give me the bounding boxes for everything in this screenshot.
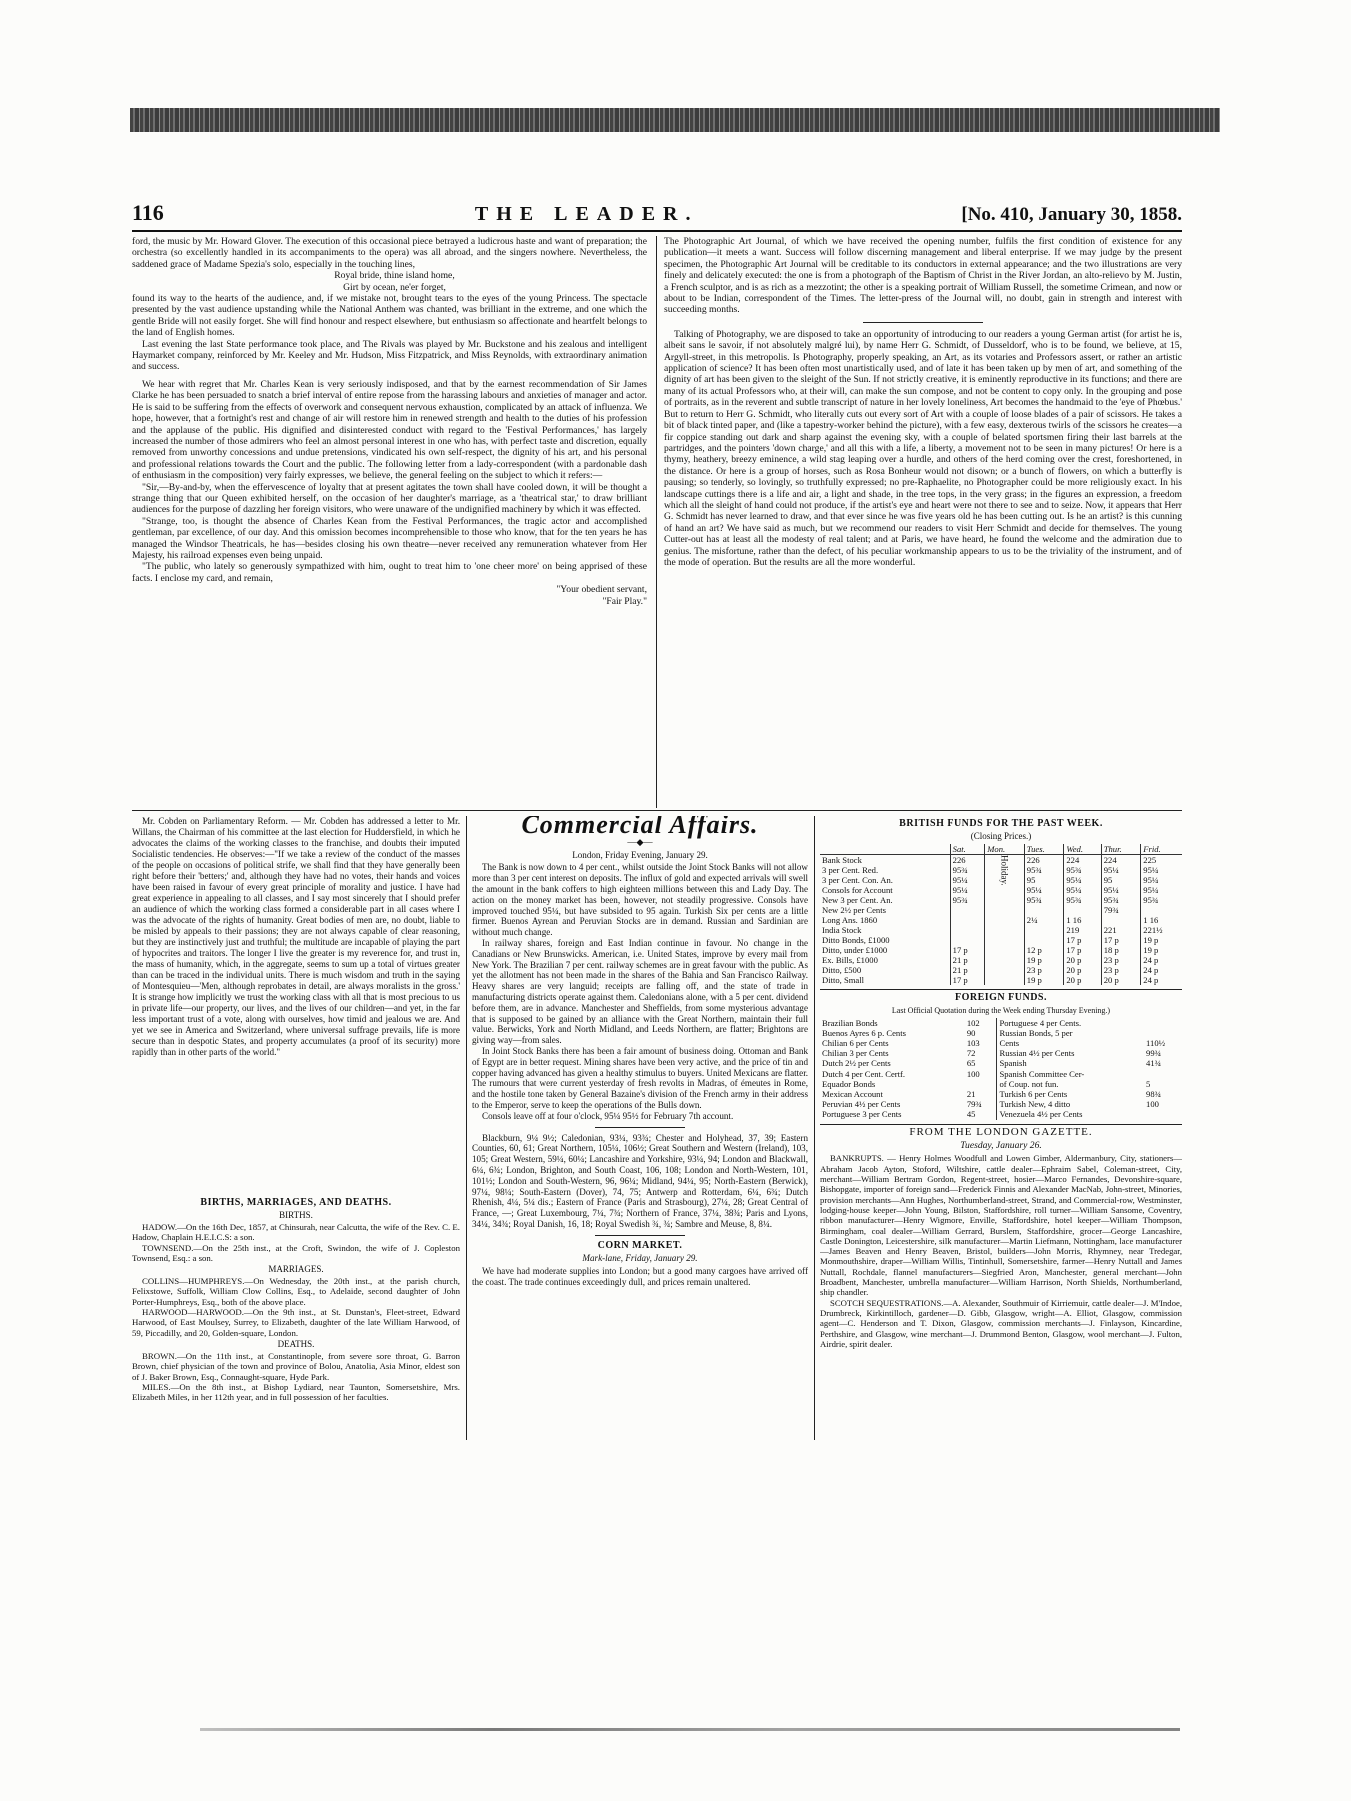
theatre-paragraph-1: ford, the music by Mr. Howard Glover. The execution of this occasional piece betrayed a ludicrous haste and want of preparation; the orchestra (so excellently handled in its accompaniments to the opera) was all abroad, and the singers nowhere. Nevertheless, the saddened grace of Madame Spezia's solo, especially in the touching lines, [132,236,647,270]
foreign-fund-price-cell [1144,1069,1182,1079]
foreign-fund-name-cell: Venezuela 4½ per Cents [997,1109,1144,1119]
fund-name-cell: Long Ans. 1860 [822,914,878,925]
column-divider-top [656,236,657,808]
fund-name-cell: Ditto, £500 [822,964,862,975]
page-header [132,200,1182,226]
foreign-fund-name-cell: Spanish Committee Cer- [997,1069,1144,1079]
fund-price-cell: 20 p [1064,975,1101,985]
foreign-funds-row [820,1079,1182,1089]
section-rule [820,989,1182,990]
fund-price-cell: 95¼ [1141,865,1182,875]
fund-price-cell: 95¾ [1101,895,1141,905]
foreign-fund-name-cell: Russian Bonds, 5 per [997,1028,1144,1038]
foreign-fund-price-cell: 103 [966,1038,980,1049]
fund-price-cell [950,925,985,935]
column-divider-left [466,816,467,1440]
fund-price-cell: 95 [1101,875,1141,885]
fund-price-cell: 23 p [1024,965,1064,975]
foreign-fund-name-cell: Brazilian Bonds [822,1017,878,1028]
fund-price-cell: 20 p [1064,955,1101,965]
corn-market-heading: CORN MARKET. [597,1239,683,1251]
fund-price-cell: 221½ [1141,925,1182,935]
foreign-fund-name-cell: Mexican Account [822,1089,883,1100]
foreign-fund-price-cell [1144,1018,1182,1028]
death-notice-1: BROWN.—On the 11th inst., at Constantinople, from severe sore throat, G. Barron Brown, chief physician of the town and province of Bolou, Anatolia, Asia Minor, eldest son of J. Baker Brown, Esq., Connaught-square, Hyde Park. [132,1350,460,1382]
commercial-column [472,816,808,1440]
fund-name-cell: India Stock [822,924,862,935]
foreign-funds-row [820,1099,1182,1109]
foreign-fund-name-cell: Turkish 6 per Cents [997,1089,1144,1099]
fund-price-cell: 79¾ [1101,905,1141,915]
fund-price-cell [1101,915,1141,925]
header-rule [132,230,1182,232]
fund-price-cell: 23 p [1101,965,1141,975]
british-funds-body [820,854,1182,985]
fund-price-cell: 19 p [1141,935,1182,945]
fund-name-cell: Ditto Bonds, £1000 [822,934,890,945]
column-divider-right [814,816,815,1440]
commercial-ornament: —◆— [627,836,653,847]
foreign-fund-price-cell: 45 [966,1109,976,1120]
british-funds-header-row: Sat. Mon. Tues. Wed. Thur. Frid. [820,844,1182,855]
foreign-fund-name-cell: Equador Bonds [822,1078,876,1089]
foreign-fund-price-cell: 100 [966,1068,980,1079]
fund-price-cell: 95¼ [1064,885,1101,895]
commercial-dateline: London, Friday Evening, January 29. [572,849,708,860]
fund-price-cell: 19 p [1024,975,1064,985]
verse-line-2: Girt by ocean, ne'er forget, [343,281,446,293]
foreign-fund-price-cell: 90 [966,1027,976,1038]
fund-price-cell: 95¼ [1064,875,1101,885]
section-rule [863,322,983,323]
foreign-fund-name-cell: Portuguese 4 per Cents. [997,1018,1144,1028]
foreign-fund-name-cell: of Coup. not fun. [997,1079,1144,1089]
foreign-fund-name-cell: Peruvian 4½ per Cents [822,1099,901,1110]
foreign-funds-heading: FOREIGN FUNDS. [954,991,1047,1003]
fund-price-cell: 225 [1141,854,1182,865]
fund-price-cell: 19 p [1141,945,1182,955]
fund-price-cell: 17 p [1064,945,1101,955]
fund-price-cell: 95¼ [950,875,985,885]
fund-price-cell: 95¼ [1101,885,1141,895]
commercial-paragraph-2: In railway shares, foreign and East Indian continue in favour. No change in the Canadians or New Brunswicks. American, i.e. United States, improve by every mail from New York. The Brazilian 7 per cent. railway schemes are in great favour with the public. As yet the allotment has not been made in the shares of the Bahia and San Francisco Railway. Heavy shares are very languid; receipts are falling off, and the state of trade in manufacturing districts operate against them. Caledonians alone, with a 5 per cent. dividend before them, are in advance. Manchester and Sheffields, from some mysterious advantage that is supposed to be gained by an alliance with the Great Northern, maintain their full value. Berwicks, York and North Midland, and Leeds Northern, are flatter; Brightons are giving way—from sales. [472,937,808,1046]
fund-name-cell: 3 per Cent. Red. [822,864,879,875]
holiday-cell: Holiday. [985,854,1025,985]
british-funds-table [820,844,1182,985]
fund-name-cell: New 2½ per Cents [822,904,886,915]
fund-price-cell: 95¼ [1101,865,1141,875]
fund-price-cell: 219 [1064,925,1101,935]
fund-price-cell [1141,905,1182,915]
foreign-fund-name-cell: Dutch 4 per Cent. Certf. [822,1068,906,1079]
foreign-funds-row [820,1038,1182,1048]
foreign-funds-row [820,1028,1182,1038]
foreign-fund-price-cell: 72 [966,1048,976,1059]
fund-price-cell: 95¾ [1024,895,1064,905]
commercial-paragraph-3: In Joint Stock Banks there has been a fair amount of business doing. Ottoman and Bank of Egypt are in better request. Mining shares have been very active, and the price of tin and copper having advanced has given a healthy stimulus to buyers. United Mexicans are flatter. The rumours that were current yesterday of fresh revolts in Madras, of émeutes in Rome, and the hostile tone taken by General Bazaine's division of the French army in their address to the Emperor, serve to keep the operations of the Bulls down. [472,1045,808,1110]
birth-notice-1: HADOW.—On the 16th Dec, 1857, at Chinsurah, near Calcutta, the wife of the Rev. C. E. Hadow, Chaplain H.E.I.C.S: a son. [132,1221,460,1243]
fund-price-cell: 95¾ [1024,865,1064,875]
marriage-notice-2: HARWOOD—HARWOOD.—On the 9th inst., at St. Dunstan's, Fleet-street, Edward Harwood, of East Moulsey, Surrey, to Elizabeth, daughter of the late William Harwood, of 59, Piccadilly, and 20, Golden-square, London. [132,1307,460,1338]
fund-price-cell: 224 [1101,854,1141,865]
fund-price-cell: 17 p [1101,935,1141,945]
bmd-heading: BIRTHS, MARRIAGES, AND DEATHS. [200,1197,392,1208]
death-notice-2: MILES.—On the 8th inst., at Bishop Lydiard, near Taunton, Somersetshire, Mrs. Elizabeth Miles, in her 112th year, and in full possession of her faculties. [132,1381,460,1403]
photo-journal-paragraph: The Photographic Art Journal, of which we have received the opening number, fulfils the first condition of existence for any publication—it meets a want. Success will follow discerning management and liberal enterprise. If we may judge by the present specimen, the Photographic Art Journal will be creditable to its conductors in external appearance; and the two illustrations are very finely and delicately executed: the one is from a photograph of the Baptism of Christ in the River Jordan, an alto-relievo by M. Justin, a French sculptor, and is as rich as a mezzotint; the other is a speaking portrait of William Russell, the sometime Crimean, and now or about to be Indian, correspondent of the Times. The letter-press of the Journal will, no doubt, gain in strength and interest with succeeding months. [664,236,1182,316]
masthead-title: THE LEADER. [474,203,699,225]
fund-name-cell: Consols for Account [822,884,893,895]
fund-price-cell: 17 p [950,975,985,985]
fund-price-cell: 95¼ [1141,885,1182,895]
fund-price-cell: 18 p [1101,945,1141,955]
births-heading: BIRTHS. [279,1210,313,1221]
fund-name-cell: Ditto, Small [822,974,865,985]
foreign-fund-name-cell: Russian 4½ per Cents [997,1048,1144,1058]
fund-price-cell: 1 16 [1064,915,1101,925]
fund-price-cell: 226 [1024,854,1064,865]
fund-price-cell: 12 p [1024,945,1064,955]
fund-price-cell: 95¼ [1024,885,1064,895]
fund-price-cell [950,935,985,945]
fund-price-cell: 23 p [1101,955,1141,965]
foreign-fund-price-cell: 41¾ [1146,1058,1162,1069]
foreign-fund-name-cell: Cents [997,1038,1144,1048]
fund-price-cell: 221 [1101,925,1141,935]
fund-price-cell: 24 p [1141,975,1182,985]
fund-price-cell: 95¾ [1064,895,1101,905]
foreign-funds-row [820,1069,1182,1079]
fund-price-cell: 17 p [1064,935,1101,945]
gazette-date: Tuesday, January 26. [960,1140,1042,1152]
schmidt-paragraph: Talking of Photography, we are disposed to take an opportunity of introducing to our readers a young German artist (for artist he is, albeit sans le savoir, if not absolutely malgré lui), by name Herr G. Schmidt, of Dusseldorf, who is to be found, we believe, at 15, Argyll-street, in this metropolis. Is Photography, properly speaking, an Art, as its votaries and Professors assert, or rather an artistic application of science? It has been often most unartistically used, and of late it has been taken up by men of art, and something of the dignity of art has been given to the sleight of the Sun. If not strictly creative, it is eminently reproductive in its functions; and there are many of its actual Professors who, at their will, can make the sun compose, and not be content to copy only. In the grouping and pose of portraits, as in the reverent and subtle transcript of nature in her lovely loneliness, Art becomes the handmaid to the 'eye of Phœbus.' But to return to Herr G. Schmidt, who literally cuts out every sort of Art with a couple of loose blades of a pair of scissors. He takes a bit of black tinted paper, and (like a tapestry-worker behind the picture), with a few easy, dexterous twirls of the scissors he creates—a fir coppice standing out dark and sharp against the evening sky, with a couple of belated sportsmen firing their last barrels at the partridges, and the pointers 'down charge,' and all this with a life, a liberty, a movement not to be seen in many pictures! Or here is a thymy, heathery, breezy eminence, a wild stag leaping over a hurdle, and others of the herd coming over the crest, foreshortened, in the distance. Or here is a group of horses, such as Rosa Bonheur would not disown; or a bunch of flowers, on which a butterfly is pausing; so tenderly, so lovingly, so truthfully expressed; no pre-Raphaelite, no Photographer could be more religiously exact. In his landscape cuttings there is a life and air, a light and shade, in the tree tops, in the very grass; in the figures an expression, a freedom which all the sleight of hand could not produce, if the artist's eye and heart were not there to see and to seize. Now, it appears that Herr G. Schmidt has never learned to draw, and that ever since he was five years old he has been cutting out. Is he an artist? is this cunning of hand an art? We have said as much, but we recommend our readers to visit Herr Schmidt and decide for themselves. The young Cutter-out has at least all the modesty of real talent; and at Paris, we have heard, he found the welcome and the admiration due to genius. The misfortune, rather than the defect, of his peculiar workmanship appears to us to be the triviality of the instrument, and of the mode of operation. But the results are all the more wonderful. [664,328,1182,568]
foreign-fund-price-cell: 79¾ [966,1099,982,1110]
page-number: 116 [132,200,164,225]
fund-price-cell: 24 p [1141,965,1182,975]
foreign-fund-price-cell: 21 [966,1089,976,1100]
deaths-heading: DEATHS. [277,1339,315,1350]
kean-paragraph: We hear with regret that Mr. Charles Kean is very seriously indisposed, and that by the earnest recommendation of Sir James Clarke he has been persuaded to snatch a brief interval of entire repose from the harassing labours and anxieties of manager and actor. He is said to be suffering from the effects of overwork and consequent nervous exhaustion, complicated by an attack of influenza. We hope, however, that a fortnight's rest and change of air will restore him in renewed strength and health to the duties of his profession and the applause of the public. His dignified and disinterested conduct with regard to the 'Festival Performances,' has largely increased the number of those admirers who feel an almost personal interest in one who has, with perfect taste and discretion, equally removed from unworthy concessions and undue pretensions, vindicated his own self-respect, the dignity of his art, and his personal and professional relations towards the Court and the public. The following letter from a lady-correspondent (with a pardonable dash of enthusiasm in the composition) very fairly expresses, we believe, the general feeling on the subject to which it refers:— [132,378,647,482]
commercial-paragraph-4: Consols leave off at four o'clock, 95¼ 95½ for February 7th account. [482,1110,734,1121]
british-funds-row [820,854,1182,865]
fund-price-cell: 24 p [1141,955,1182,965]
fund-price-cell [950,915,985,925]
fund-name-cell: New 3 per Cent. An. [822,894,893,905]
foreign-funds-table [820,1018,1182,1120]
fund-price-cell: 95 [1024,875,1064,885]
foreign-fund-price-cell: 102 [966,1017,980,1028]
letter-paragraph-2: "Strange, too, is thought the absence of Charles Kean from the Festival Performances, the tragic actor and accomplished gentleman, par excellence, of our day. And this omission becomes incomprehensible to those who know, that for the ten years he has managed the Windsor Theatricals, he has—besides closing his own theatre—never received any remuneration whatever from Her Majesty, his railroad expenses even being unpaid. [132,515,647,561]
foreign-fund-price-cell: 110½ [1146,1038,1166,1049]
commercial-paragraph-1: The Bank is now down to 4 per cent., whilst outside the Joint Stock Banks will not allow more than 3 per cent interest on deposits. The influx of gold and expected arrivals will swell the amount in the bank coffers to high eighteen millions between this and Lady Day. The action on the money market has been, however, not steadily progressive. Consols have improved touched 95¼, but have subsided to 95 again. Turkish Six per cents are a little firmer. Buenos Ayrean and Peruvian Stocks are in demand. Russian and Sardinian are without much change. [472,862,808,938]
birth-notice-2: TOWNSEND.—On the 25th inst., at the Croft, Swindon, the wife of J. Copleston Townsend, Esq.: a son. [132,1242,460,1264]
marriages-heading: MARRIAGES. [268,1264,324,1275]
foreign-funds-row [820,1089,1182,1099]
foreign-fund-name-cell: Dutch 2½ per Cents [822,1058,891,1069]
fund-name-cell: 3 per Cent. Con. An. [822,874,893,885]
section-rule [820,1124,1182,1125]
fund-price-cell: 19 p [1024,955,1064,965]
foreign-funds-row [820,1018,1182,1028]
section-rule [595,1127,685,1128]
fund-price-cell: 226 [950,854,985,865]
theatre-paragraph-3: Last evening the last State performance took place, and The Rivals was played by Mr. Buckstone and his zealous and intelligent Haymarket company, reinforced by Mr. Keeley and Mr. Hudson, Miss Fitzpatrick, and Miss Reynolds, with extraordinary animation and success. [132,338,647,373]
fund-price-cell: 21 p [950,965,985,975]
letter-signoff: "Your obedient servant, [556,584,647,596]
fund-price-cell [1064,905,1101,915]
foreign-fund-name-cell: Spanish [997,1058,1144,1068]
theatre-paragraph-2: found its way to the hearts of the audience, and, if we mistake not, brought tears to the eyes of the young Princess. The spectacle presented by the vast audience upstanding while the National Anthem was chanted, was brilliant in the extreme, and one which the gentle Bride will not easily forget. She will find honour and respect elsewhere, but enthusiasm so affectionate and heartfelt belongs to the land of English homes. [132,293,647,339]
foreign-funds-body [820,1018,1182,1120]
theatre-column [132,236,647,806]
foreign-fund-name-cell: Turkish New, 4 ditto [997,1099,1144,1109]
fund-price-cell: 2¼ [1024,915,1064,925]
fund-price-cell: 17 p [950,945,985,955]
foreign-fund-name-cell: Chilian 3 per Cents [822,1048,889,1059]
photography-column [664,236,1182,806]
foreign-funds-row [820,1048,1182,1058]
fund-price-cell: 95¼ [950,885,985,895]
letter-paragraph-3: "The public, who lately so generously sympathized with him, ought to treat him to 'one cheer more' on being apprised of these facts. I enclose my card, and remain, [132,561,647,584]
foreign-funds-row [820,1058,1182,1068]
foreign-fund-price-cell: 100 [1146,1099,1159,1110]
fund-price-cell: 95¾ [950,895,985,905]
issue-line: [No. 410, January 30, 1858. [961,204,1182,225]
fund-name-cell: Ex. Bills, £1000 [822,954,878,965]
bankrupts-paragraph: BANKRUPTS. — Henry Holmes Woodfull and Lowen Gimber, Aldermanbury, City, stationers—Abraham Jacob Ayton, Stoford, Wiltshire, cattle dealer—Ephraim Sabel, Coleman-street, City, merchant—William Bertram Gordon, Regent-street, hosier—Marco Fernandes, Devonshire-square, Bishopgate, importer of foreign sand—Frederick Finnis and Alexander MacNab, John-street, Minories, provision merchants—Ann Hughes, Northumberland-street, Strand, and Commercial-row, Westminster, lodging-house keeper—John Young, Bilston, Staffordshire, roll turner—William Sansome, Coventry, ribbon manufacturer—Henry Wigmore, Enville, Staffordshire, hotel keeper—William Thompson, Birmingham, coal dealer—William Gerrard, Burslem, Staffordshire, grocer—George Lancashire, Castle Donington, Leicestershire, silk manufacturer—Martin Liefmann, Nottingham, lace manufacturer—James Beaven and Henry Beaven, Bristol, builders—John Morris, Rhymney, near Tredegar, Monmouthshire, draper—William Willis, Tintinhull, Somersetshire, farmer—Henry Nuttall and James Nuttall, Rochdale, flannel manufacturers—Siegfried Aron, Manchester, general merchant—John Broadbent, Manchester, umbrella manufacturer—William Harrison, North Shields, Northumberland, ship chandler. [820,1153,1182,1298]
fund-price-cell [1024,925,1064,935]
foreign-funds-subheading: Last Official Quotation during the Week ending Thursday Evening.) [891,1006,1111,1016]
foreign-fund-price-cell: 98¾ [1146,1089,1162,1100]
fund-price-cell: 20 p [1064,965,1101,975]
funds-column [820,816,1182,1440]
letter-signature: "Fair Play." [602,595,647,607]
foreign-fund-name-cell: Buenos Ayres 6 p. Cents [822,1027,906,1038]
corn-market-paragraph: We have had moderate supplies into London; but a good many cargoes have arrived off the coast. The trade continues exceedingly dull, and prices remain unaltered. [472,1266,808,1288]
fund-price-cell [1024,935,1064,945]
fund-price-cell [950,905,985,915]
foreign-fund-name-cell: Portuguese 3 per Cents [822,1109,902,1120]
foreign-fund-price-cell [1144,1028,1182,1038]
fund-price-cell: 20 p [1101,975,1141,985]
foreign-fund-name-cell: Chilian 6 per Cents [822,1038,889,1049]
fund-name-cell: Ditto, under £1000 [822,944,888,955]
commercial-title: Commercial Affairs. [521,816,759,839]
foreign-fund-price-cell: 99¾ [1146,1048,1162,1059]
cobden-column [132,816,460,1192]
fund-price-cell: 21 p [950,955,985,965]
verse-line-1: Royal bride, thine island home, [334,270,455,282]
foreign-fund-price-cell [1144,1109,1182,1119]
cobden-paragraph: Mr. Cobden on Parliamentary Reform. — Mr. Cobden has addressed a letter to Mr. Willans, the Chairman of his committee at the last election for Huddersfield, in which he advocates the claims of the working classes to the franchise, and doubts their imputed Socialistic tendencies. He observes:—"If we take a review of the conduct of the masses of the people on occasions of political strife, we shall find that they have generally been right before their 'betters;' and, although they have had no votes, their hands and voices have been raised in favour of every great principle of morality and justice. I have had great experience in appealing to all classes, and I say most sincerely that I should prefer an audience of which the working class formed a considerable part in all cases where I was the advocate of the rights of humanity. Great bodies of men are, no doubt, liable to be misled by appeals to their passions; they are not always capable of clear reasoning, but they are instinctively just and truthful; the multitude are incapable of playing the part of hypocrites and traitors. The longer I live the greater is my reverence for, and trust in, the mass of humanity, which, in the aggregate, seems to sum up a total of virtues greater than can be traced in the individual units. There is much wisdom and truth in the saying of Montesquieu—'Men, although reprobates in detail, are always moralists in the gross.' It is strange how implicitly we trust the working class with all that is most precious to us in private life—our property, our lives, and the lives of our children—and yet, in the far less important trust of a vote, along with ourselves, how timid and jealous we are. And yet we see in America and Switzerland, where universal suffrage prevails, life is more secure than in despotic States, and property accumulates (a proof of its security) more rapidly than in other parts of the world." [132,816,460,1057]
scan-edge-band [130,108,1220,132]
scan-bottom-band [200,1728,1180,1731]
foreign-fund-price-cell: 65 [966,1058,976,1069]
marriage-notice-1: COLLINS—HUMPHREYS.—On Wednesday, the 20th inst., at the parish church, Felixstowe, Suffolk, William Clow Collins, Esq., to Adelaide, second daughter of John Porter-Humphreys, Esq., both of the above place. [132,1275,460,1307]
british-funds-heading: BRITISH FUNDS FOR THE PAST WEEK. [899,818,1103,829]
fund-price-cell: 224 [1064,854,1101,865]
fund-name-cell: Bank Stock [822,854,862,865]
mid-page-rule [132,810,1182,811]
gazette-heading: FROM THE LONDON GAZETTE. [909,1125,1093,1138]
foreign-fund-price-cell: 5 [1146,1078,1151,1089]
fund-price-cell: 95¼ [1141,875,1182,885]
fund-price-cell [1024,905,1064,915]
scotch-sequestrations-paragraph: SCOTCH SEQUESTRATIONS.—A. Alexander, Southmuir of Kirriemuir, cattle dealer—J. M'Indoe, Drumbreck, Kirkintilloch, gardener—D. Gibb, Glasgow, wright—A. Elliot, Glasgow, commission agent—C. Henderson and T. Dixon, Glasgow, commission merchants—J. Finlayson, Kincardine, Perthshire, and Glasgow, wine merchant—J. Drummond Benton, Glasgow, wool merchant—J. Fulton, Airdrie, spirit dealer. [820,1297,1182,1349]
fund-price-cell: 1 16 [1141,915,1182,925]
foreign-fund-price-cell [965,1079,997,1089]
letter-paragraph-1: "Sir,—By-and-by, when the effervescence of loyalty that at present agitates the town shall have cooled down, it will be thought a strange thing that our Queen exhibited herself, on the occasion of her daughter's marriage, as a 'theatrical star,' to draw brilliant audiences for the purpose of dazzling her foreign visitors, who were unaware of the undignified machinery by which it was effected. [132,481,647,516]
bmd-column [132,1196,460,1436]
railway-prices-paragraph: Blackburn, 9¼ 9½; Caledonian, 93¼, 93¾; Chester and Holyhead, 37, 39; Eastern Counties, 60, 61; Great Northern, 105¼, 106½; Great Southern and Western (Ireland), 103, 105; Great Western, 59¼, 60¼; Lancashire and Yorkshire, 93¼, 94; London and Blackwall, 6¼, 6¾; London, Brighton, and South Coast, 106, 108; London and North-Western, 101, 101½; London and South-Western, 96, 96¼; Midland, 94¼, 95; North-Eastern (Berwick), 97¼, 98¼; South-Eastern (Dover), 74, 75; Antwerp and Rotterdam, 6¼, 6¾; Dutch Rhenish, 4¼, 5¼ dis.; Eastern of France (Paris and Strasbourg), 27¼, 28; Great Central of France, —; Great Luxembourg, 7¼, 7¾; Northern of France, 37¼, 38¾; Paris and Lyons, 34¼, 34¾; Royal Danish, 16, 18; Royal Swedish ¾, ¾; Sambre and Meuse, 8, 8¼. [472,1132,808,1229]
fund-price-cell: 95¾ [1141,895,1182,905]
fund-price-cell: 95¾ [1064,865,1101,875]
corn-market-dateline: Mark-lane, Friday, January 29. [582,1253,698,1264]
british-funds-subheading: (Closing Prices.) [970,831,1032,842]
fund-price-cell: 95¾ [950,865,985,875]
section-rule [595,1235,685,1236]
foreign-funds-row [820,1109,1182,1119]
